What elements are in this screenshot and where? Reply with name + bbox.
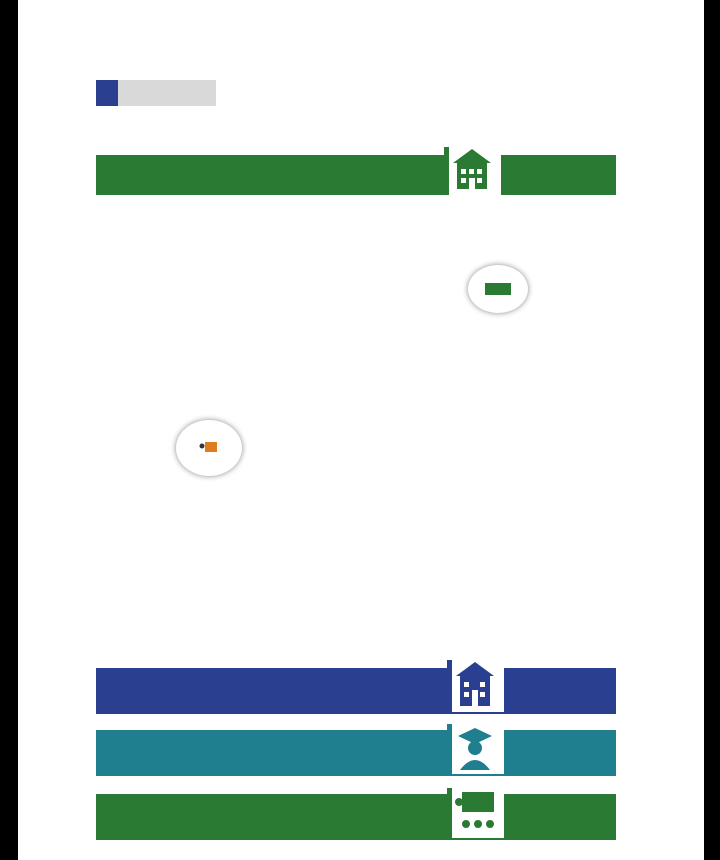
- classroom-icon: [447, 788, 504, 838]
- staff-hub: [176, 420, 242, 476]
- secondary-students-band: [96, 730, 616, 776]
- secondary-staff-label: [504, 794, 616, 840]
- secondary-schools-label: [504, 668, 616, 714]
- sections-hub: [468, 265, 528, 313]
- staff-wheel: [118, 362, 308, 532]
- primary-schools-label: [504, 155, 616, 195]
- school-building-icon: [444, 147, 501, 195]
- sections-wheel: [408, 205, 598, 375]
- infograph-tag: [96, 80, 216, 106]
- secondary-staff-band: [96, 794, 616, 840]
- secondary-schools-band: [96, 668, 616, 714]
- infographic-page: [18, 0, 704, 860]
- tag-square: [96, 80, 118, 106]
- teacher-board-icon: [199, 441, 219, 455]
- school-building-icon: [447, 660, 504, 712]
- graduate-icon: [447, 724, 504, 774]
- secondary-students-label: [504, 730, 616, 776]
- blackboard-icon: [483, 282, 513, 296]
- primary-schools-band: [96, 155, 616, 195]
